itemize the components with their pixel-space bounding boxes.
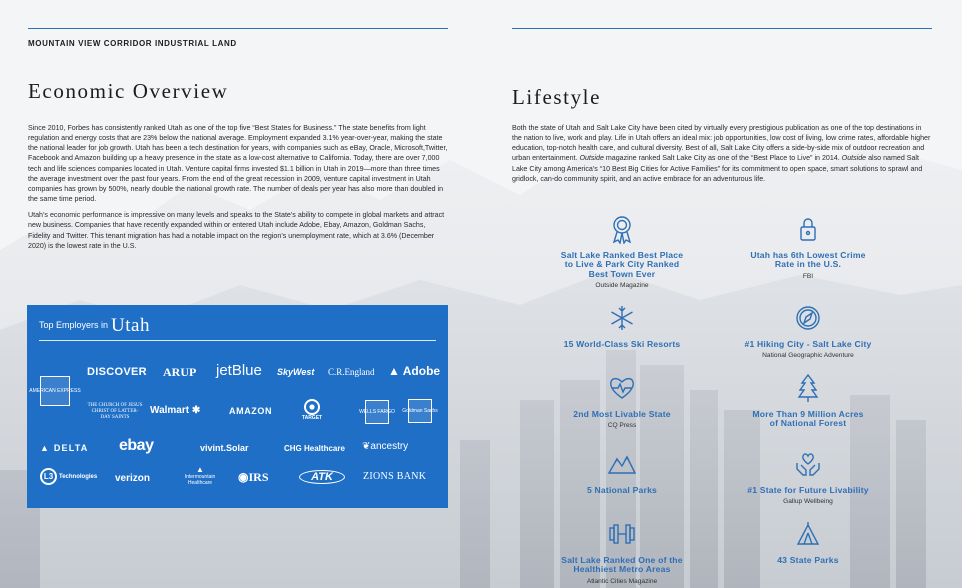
- ancestry-leaf-icon: ❦: [362, 441, 371, 452]
- pine-tree-icon: [794, 373, 822, 403]
- stat-line: 2nd Most Livable State: [573, 409, 671, 419]
- lifestyle-text-b: magazine ranked Salt Lake City as one of the “Best Place to Live” in 2014.: [603, 154, 842, 163]
- stat-state-parks: [723, 519, 893, 565]
- dumbbell-icon: [608, 519, 636, 549]
- delta-triangle-icon: ▲: [40, 443, 54, 453]
- employers-heading: [39, 315, 150, 337]
- chg-healthcare-logo: CHG Healthcare: [284, 444, 345, 453]
- l3-logo-text: Technologies: [59, 473, 98, 480]
- american-express-logo: AMERICAN EXPRESS: [40, 376, 70, 406]
- walmart-logo: [150, 405, 200, 416]
- outside-magazine-name-1: Outside: [579, 154, 604, 163]
- lifestyle-text-c: also named Salt Lake City among America’s “10 Best Big Cities for Active Families” for its commitment to open space, smart solutions to sprawl and gridlock, can-do community spirit, and an active embrace for an adventurous life.: [512, 154, 923, 183]
- stat-line: Salt Lake Ranked Best Place: [560, 250, 684, 260]
- stat-national-forest: [723, 373, 893, 429]
- ancestry-logo: [362, 441, 408, 452]
- document-eyebrow: MOUNTAIN VIEW CORRIDOR INDUSTRIAL LAND: [28, 39, 237, 48]
- delta-logo-text: DELTA: [53, 443, 89, 453]
- goldman-sachs-logo: Goldman Sachs: [408, 399, 432, 423]
- irs-logo: [238, 470, 269, 485]
- stat-best-place-to-live: [537, 214, 707, 289]
- stat-line: Utah has 6th Lowest Crime: [750, 250, 866, 260]
- cr-england-logo: C.R.England: [328, 367, 375, 377]
- lifestyle-title: Lifestyle: [512, 85, 602, 109]
- adobe-logo-text: Adobe: [402, 364, 441, 378]
- lifestyle-text-a: Both the state of Utah and Salt Lake City have been cited by virtually every prestigious publication as one of the top destinations in the nation to live, work and play. Life in Utah offers an ideal mix: job opportunities, low cost of living, low crime rates, affordable higher education, top-notch health care, and cultural diversity. Best of all, Salt Lake City offers a side-by-side mix of outdoor recreation and urban entertainment.: [512, 124, 931, 163]
- stat-text: [723, 410, 893, 429]
- jetblue-logo: jetBlue: [216, 362, 262, 379]
- employers-heading-small: Top Employers in: [39, 320, 109, 330]
- target-logo: [299, 399, 325, 421]
- heart-pulse-icon: [608, 373, 636, 403]
- stat-line: to Live & Park City Ranked: [564, 259, 680, 270]
- tent-icon: [794, 519, 822, 549]
- adobe-a-icon: ▲: [388, 364, 403, 378]
- stat-line: Healthiest Metro Areas: [573, 564, 671, 575]
- top-rule-left: [28, 28, 448, 29]
- economic-overview-body: [28, 123, 448, 257]
- mountains-icon: [608, 449, 636, 479]
- amazon-logo: AMAZON: [229, 406, 273, 416]
- irs-logo-text: IRS: [248, 470, 269, 484]
- stat-line: of National Forest: [769, 418, 847, 429]
- stat-text: [537, 486, 707, 495]
- compass-icon: [794, 303, 822, 333]
- stat-source: Outside Magazine: [595, 282, 649, 290]
- zions-bank-logo: ZIONS BANK: [363, 471, 427, 482]
- l3-circle-icon: L3: [40, 468, 57, 485]
- stat-source: Atlantic Cities Magazine: [586, 577, 658, 585]
- stat-source: Gallup Wellbeing: [783, 498, 833, 506]
- stat-text: [723, 251, 893, 270]
- stat-text: [537, 556, 707, 575]
- arup-logo: ARUP: [163, 365, 197, 379]
- stat-source: FBI: [802, 272, 814, 280]
- stat-source: National Geographic Adventure: [762, 352, 854, 360]
- stat-source: CQ Press: [607, 422, 637, 430]
- economic-paragraph-1: Since 2010, Forbes has consistently ranked Utah as one of the top five “Best States for Business.” The state benefits from light regulation and energy costs that are 23% below the national average. Employment expanded 3.1% year-over-year, making the state the national leader for job growth. Utah has been a tech destination for years, with companies such as eBay, Oracle, Microsoft,Twitter, Facebook and Amazon building up a heavy presence in the state as a low-cost alternative to California. Today, there are over 7,000 tech and life sciences companies located in Utah. Venture capital firms invested $1.1 billion in Utah in 2019—more than three times the average investment over the past four years. From the end of the great recession in 2009, venture capital investment in Utah companies has grown by 500%, nearly double the national growth rate. The number of deals per year has also more than doubled in the same time period.: [28, 124, 448, 204]
- intermountain-logo-text: Intermountain Healthcare: [184, 474, 216, 486]
- stat-line: #1 State for Future Livability: [747, 485, 869, 495]
- walmart-logo-text: Walmart: [150, 405, 190, 416]
- irs-eagle-icon: ◉: [238, 470, 249, 484]
- stat-text: [723, 486, 893, 495]
- stat-future-livability: [723, 449, 893, 505]
- target-bullseye-icon: [304, 399, 320, 415]
- stat-line: Rate in the U.S.: [774, 259, 842, 270]
- intermountain-mountain-icon: ▲: [196, 465, 204, 474]
- stat-ski-resorts: [537, 303, 707, 349]
- verizon-logo: verizon: [115, 473, 151, 484]
- stat-line: Salt Lake Ranked One of the: [561, 555, 683, 565]
- stat-low-crime: [723, 214, 893, 280]
- lifestyle-body: [512, 123, 932, 190]
- atk-logo: ATK: [299, 470, 345, 484]
- stat-line: 15 World-Class Ski Resorts: [563, 339, 681, 349]
- adobe-logo: [388, 364, 440, 378]
- economic-overview-title: Economic Overview: [28, 79, 229, 103]
- stat-line: More Than 9 Million Acres: [752, 409, 864, 419]
- stat-text: [537, 410, 707, 419]
- delta-logo: [40, 443, 88, 453]
- wells-fargo-logo: WELLS FARGO: [365, 400, 389, 424]
- skywest-logo: SkyWest: [277, 367, 315, 377]
- employers-divider: [39, 340, 436, 341]
- award-ribbon-icon: [608, 214, 636, 244]
- stat-national-parks: [537, 449, 707, 495]
- stat-text: [537, 340, 707, 349]
- stat-livable-state: [537, 373, 707, 429]
- ebay-logo: ebay: [119, 437, 154, 454]
- outside-magazine-name-2: Outside: [841, 154, 867, 163]
- stat-text: [723, 556, 893, 565]
- snowflake-icon: [608, 303, 636, 333]
- hands-heart-icon: [794, 449, 822, 479]
- discover-logo: DISCOVER: [87, 366, 147, 378]
- stat-line: #1 Hiking City - Salt Lake City: [744, 339, 872, 349]
- employers-heading-big: Utah: [111, 315, 150, 336]
- lds-church-logo: THE CHURCH OF JESUS CHRIST OF LATTER-DAY SAINTS: [87, 403, 143, 420]
- stat-healthiest-metro: [537, 519, 707, 585]
- stat-text: [723, 340, 893, 349]
- stat-line: Best Town Ever: [588, 268, 656, 279]
- walmart-spark-icon: ✱: [189, 405, 201, 416]
- padlock-icon: [794, 214, 822, 244]
- stat-line: 43 State Parks: [777, 555, 839, 565]
- ancestry-logo-text: ancestry: [370, 441, 409, 452]
- top-employers-panel: [27, 305, 448, 508]
- target-logo-text: TARGET: [301, 415, 323, 421]
- economic-paragraph-2: Utah’s economic performance is impressive on many levels and speaks to the State’s ability to compete in global markets and attract new business. Companies that have recently expanded within or entered Utah include Adobe, Ebay, Amazon, Goldman Sachs, Fidelity and Twitter. This tenant migration has had a notable impact on the region’s unemployment rate, which at 3.6% (December 2020) is the lowest rate in the U.S.: [28, 211, 445, 250]
- intermountain-healthcare-logo: [175, 466, 225, 486]
- lifestyle-paragraph: [512, 123, 932, 184]
- stat-hiking-city: [723, 303, 893, 359]
- top-rule-right: [512, 28, 932, 29]
- stat-text: [537, 251, 707, 279]
- stat-line: 5 National Parks: [586, 485, 658, 495]
- vivint-solar-logo: vivint.Solar: [200, 443, 249, 453]
- l3-technologies-logo: [40, 468, 97, 485]
